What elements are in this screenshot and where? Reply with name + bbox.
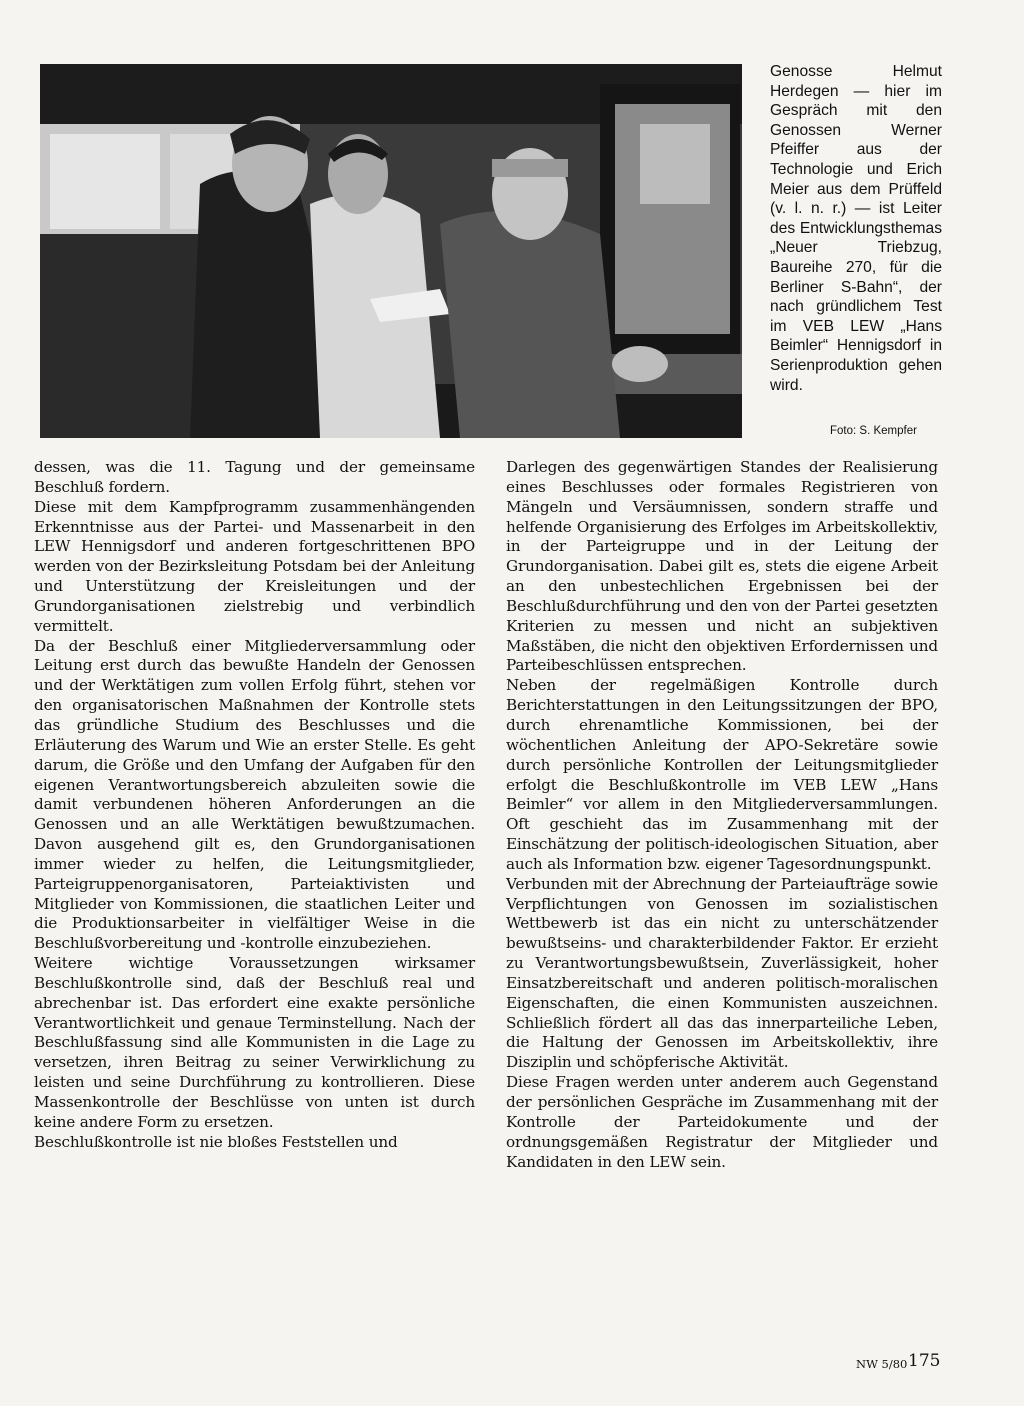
- paragraph: Neben der regelmäßigen Kontrolle durch Berichterstattungen in den Leitungssitzungen der BPO, durch ehrenamtliche Kommissionen, bei der wöchentlichen Anleitung der APO-Sekretäre sowie durch persönliche Kontrollen der Leitungsmitglieder erfolgt die Beschlußkontrolle im VEB LEW „Hans Beimler“ vor allem in den Mitgliederversammlungen. Oft geschieht das im Zusammenhang mit der Einschätzung der politisch-ideologischen Situation, aber auch als Information bzw. eigener Tagesordnungspunkt.: [506, 676, 938, 873]
- paragraph: Weitere wichtige Voraussetzungen wirksamer Beschlußkontrolle sind, daß der Beschluß real und abrechenbar ist. Das erfordert eine exakte persönliche Verantwortlichkeit und genaue Terminstellung. Nach der Beschlußfassung sind alle Kommunisten in die Lage zu versetzen, ihren Beitrag zu seiner Verwirklichung zu leisten und seine Durchführung zu kontrollieren. Diese Massenkontrolle der Beschlüsse von unten ist durch keine andere Form zu ersetzen.: [34, 954, 475, 1131]
- photo-credit: Foto: S. Kempfer: [830, 425, 917, 437]
- paragraph: Da der Beschluß einer Mitgliederversammlung oder Leitung erst durch das bewußte Handeln der Genossen und der Werktätigen zum vollen Erfolg führt, stehen vor den organisatorischen Maßnahmen der Kontrolle stets das gründliche Studium des Beschlusses und die Erläuterung des Warum und Wie an erster Stelle. Es geht darum, die Größe und den Umfang der Aufgaben für den eigenen Verantwortungsbereich abzuleiten sowie die damit verbundenen höheren Anforderungen an die Genossen und an alle Werktätigen bewußtzumachen. Davon ausgehend gilt es, den Grundorganisationen immer wieder zu helfen, die Leitungsmitglieder, Parteigruppenorganisatoren, Parteiaktivisten und Mitglieder von Kommissionen, die staatlichen Leiter und die Produktionsarbeiter in vielfältiger Weise in die Beschlußvorbereitung und -kontrolle einzubeziehen.: [34, 636, 475, 953]
- issue-reference: NW 5/80: [856, 1357, 908, 1371]
- paragraph: Diese Fragen werden unter anderem auch Gegenstand der persönlichen Gespräche im Zusammenhang mit der Kontrolle der Parteidokumente und der ordnungsgemäßen Registratur der Mitglieder und Kandidaten in den LEW sein.: [506, 1073, 938, 1171]
- photo-image: [40, 64, 742, 438]
- article-column-left: [34, 458, 475, 1153]
- paragraph: Beschlußkontrolle ist nie bloßes Feststellen und: [34, 1132, 398, 1151]
- caption-text: Genosse Helmut Herdegen — hier im Gespräch mit den Genossen Werner Pfeiffer aus der Technologie und Erich Meier aus dem Prüffeld (v. l. n. r.) — ist Leiter des Entwicklungsthemas „Neuer Triebzug, Baureihe 270, für die Berliner S-Bahn“, der nach gründlichem Test im VEB LEW „Hans Beimler“ Hennigsdorf in Serienproduktion gehen wird.: [770, 63, 942, 394]
- paragraph: Darlegen des gegenwärtigen Standes der Realisierung eines Beschlusses oder formales Registrieren von Mängeln und Versäumnissen, sondern straffe und helfende Organisierung des Erfolges im Arbeitskollektiv, in der Parteigruppe und in der Leitung der Grundorganisation. Dabei gilt es, stets die eigene Arbeit an den unbestechlichen Ergebnissen bei der Beschlußdurchführung und den von der Partei gesetzten Kriterien zu messen und nicht an subjektiven Maßstäben, die nicht den objektiven Erfordernissen und Parteibeschlüssen entsprechen.: [506, 458, 938, 675]
- page-number: 175: [908, 1351, 941, 1371]
- article-column-right: [506, 458, 938, 1172]
- paragraph: Verbunden mit der Abrechnung der Parteiaufträge sowie Verpflichtungen von Genossen im sozialistischen Wettbewerb ist das ein nicht zu unterschätzender bewußtseins- und charakterbildender Faktor. Er erzieht zu Verantwortungsbewußtsein, Zuverlässigkeit, hoher Einsatzbereitschaft und anderen politisch-moralischen Eigenschaften, die einen Kommunisten auszeichnen. Schließlich fördert all das das innerparteiliche Leben, die Haltung der Genossen im Arbeitskollektiv, ihre Disziplin und schöpferische Aktivität.: [506, 874, 938, 1072]
- photo-caption: [770, 62, 942, 395]
- paragraph: Diese mit dem Kampfprogramm zusammenhängenden Erkenntnisse aus der Partei- und Massenarbeit in den LEW Hennigsdorf und anderen fortgeschrittenen BPO werden von der Bezirksleitung Potsdam bei der Anleitung und Unterstützung der Kreisleitungen und der Grundorganisationen zielstrebig und verbindlich vermittelt.: [34, 497, 475, 635]
- photo: [40, 64, 742, 438]
- paragraph: dessen, was die 11. Tagung und der gemeinsame Beschluß fordern.: [34, 458, 475, 496]
